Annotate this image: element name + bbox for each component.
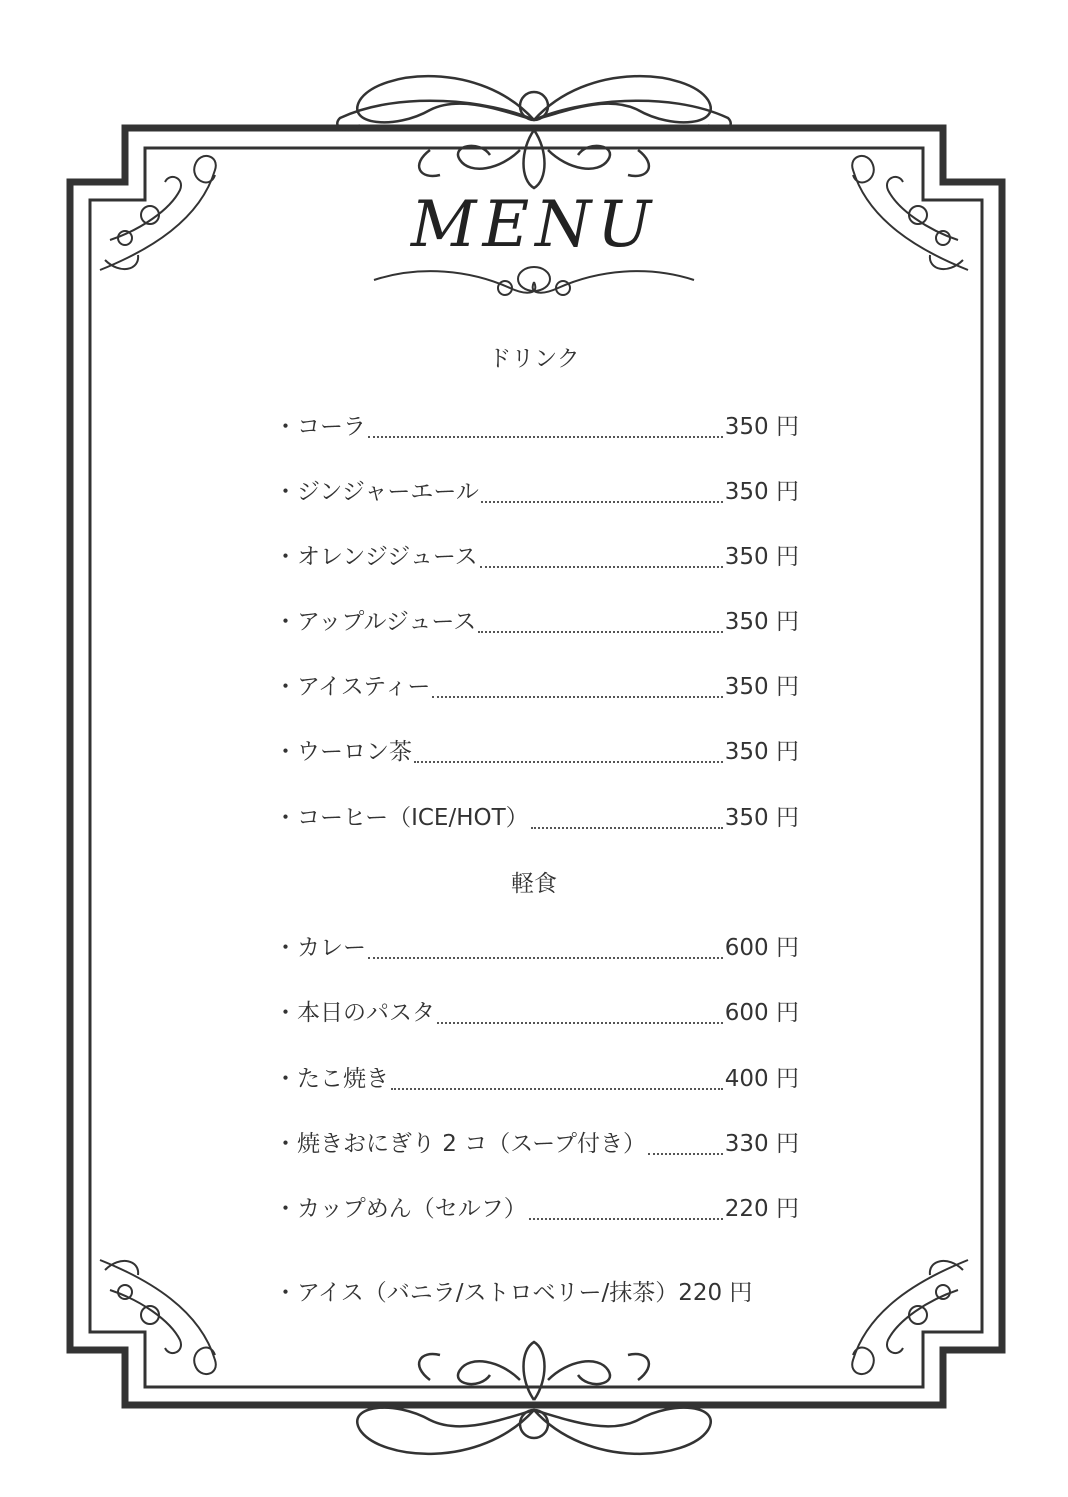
title-flourish bbox=[374, 267, 694, 295]
item-price: 220 円 bbox=[724, 1196, 799, 1222]
menu-item bbox=[274, 991, 799, 1027]
bottom-ornament bbox=[357, 1342, 710, 1454]
item-name: ・アップルジュース bbox=[274, 609, 477, 635]
dotted-leader bbox=[437, 1021, 723, 1024]
dotted-leader bbox=[531, 826, 723, 829]
dotted-leader bbox=[414, 760, 723, 763]
menu-item bbox=[274, 1187, 799, 1223]
item-price: 350 円 bbox=[724, 414, 799, 440]
item-price: 350 円 bbox=[724, 544, 799, 570]
menu-item bbox=[274, 600, 799, 636]
dotted-leader bbox=[432, 695, 722, 698]
item-name: ・アイスティー bbox=[274, 674, 431, 700]
dotted-leader bbox=[481, 500, 723, 503]
menu-item bbox=[274, 1122, 799, 1158]
dotted-leader bbox=[368, 435, 723, 438]
item-price: 350 円 bbox=[724, 674, 799, 700]
dotted-leader bbox=[529, 1217, 723, 1220]
menu-item bbox=[274, 405, 799, 441]
menu-item bbox=[274, 1057, 799, 1093]
item-name: ・焼きおにぎり 2 コ（スープ付き） bbox=[274, 1131, 646, 1157]
item-name: ・ジンジャーエール bbox=[274, 479, 479, 505]
item-name: ・コーヒー（ICE/HOT） bbox=[274, 805, 529, 831]
dotted-leader bbox=[391, 1087, 723, 1090]
item-name: ・オレンジジュース bbox=[274, 544, 478, 570]
corner-ornament-bottom-left bbox=[100, 1260, 216, 1374]
dotted-leader bbox=[478, 630, 722, 633]
item-price: 350 円 bbox=[724, 805, 799, 831]
dotted-leader bbox=[648, 1152, 723, 1155]
item-name: ・カレー bbox=[274, 935, 366, 961]
dotted-leader bbox=[480, 565, 723, 568]
item-name: ・ウーロン茶 bbox=[274, 739, 412, 765]
item-price: 600 円 bbox=[724, 935, 799, 961]
item-price: 600 円 bbox=[724, 1000, 799, 1026]
menu-item bbox=[274, 535, 799, 571]
item-price: 330 円 bbox=[724, 1131, 799, 1157]
item-price: 350 円 bbox=[724, 479, 799, 505]
section-heading-light-meals: 軽食 bbox=[511, 871, 557, 897]
item-price: 400 円 bbox=[724, 1066, 799, 1092]
menu-item bbox=[274, 470, 799, 506]
item-name: ・カップめん（セルフ） bbox=[274, 1196, 527, 1222]
item-price: 350 円 bbox=[724, 609, 799, 635]
menu-item bbox=[274, 796, 799, 832]
menu-item bbox=[274, 730, 799, 766]
menu-title: MENU bbox=[410, 188, 658, 262]
menu-item bbox=[274, 1271, 799, 1307]
section-heading-drinks: ドリンク bbox=[488, 346, 580, 372]
top-ornament bbox=[337, 76, 730, 188]
menu-item bbox=[274, 926, 799, 962]
item-name: ・本日のパスタ bbox=[274, 1000, 435, 1026]
item-price: 350 円 bbox=[724, 739, 799, 765]
menu-item bbox=[274, 665, 799, 701]
item-name: ・コーラ bbox=[274, 414, 366, 440]
item-price: 220 円 bbox=[678, 1280, 753, 1306]
dotted-leader bbox=[368, 956, 723, 959]
corner-ornament-bottom-right bbox=[852, 1260, 968, 1374]
item-name: ・たこ焼き bbox=[274, 1066, 389, 1092]
item-name: ・アイス（バニラ/ストロベリー/抹茶） bbox=[274, 1280, 679, 1306]
